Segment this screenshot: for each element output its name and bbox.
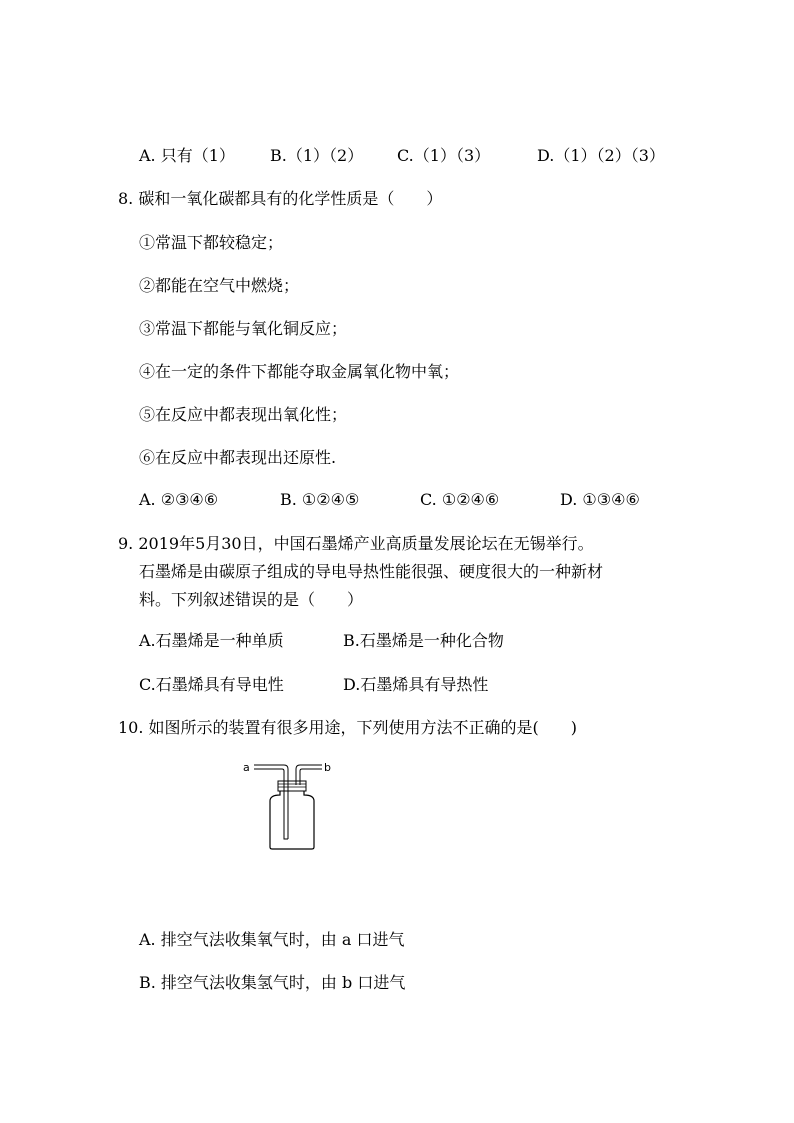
bottle [270, 791, 314, 849]
q8-statement-6: ⑥在反应中都表现出还原性. [139, 448, 337, 467]
q8-stem: 8. 碳和一氧化碳都具有的化学性质是（ ） [118, 189, 443, 208]
stopper [278, 781, 306, 791]
q8-option-a: A. ②③④⑥ [139, 490, 219, 509]
q7-option-d: D.（1）（2）（3） [537, 146, 665, 165]
q9-stem-line-3: 料。下列叙述错误的是（ ） [139, 590, 364, 609]
q9-option-d: D.石墨烯具有导热性 [343, 675, 489, 694]
q8-statement-1: ①常温下都较稳定； [139, 233, 284, 252]
q9-option-c: C.石墨烯具有导电性 [139, 675, 284, 694]
q8-option-c: C. ①②④⑥ [420, 490, 500, 509]
q8-statement-5: ⑤在反应中都表现出氧化性； [139, 405, 348, 424]
q8-option-b: B. ①②④⑤ [280, 490, 360, 509]
q9-option-a: A.石墨烯是一种单质 [139, 631, 284, 650]
q9-option-b: B.石墨烯是一种化合物 [343, 631, 504, 650]
q8-option-d: D. ①③④⑥ [560, 490, 640, 509]
q10-option-b: B. 排空气法收集氢气时，由 b 口进气 [139, 973, 406, 992]
long-tube [254, 765, 288, 839]
q8-statement-4: ④在一定的条件下都能夺取金属氧化物中氧； [139, 362, 460, 381]
q8-statement-2: ②都能在空气中燃烧； [139, 276, 300, 295]
diagram-label-b: b [324, 761, 331, 774]
q7-option-a: A. 只有（1） [139, 146, 235, 165]
q8-statement-3: ③常温下都能与氧化铜反应； [139, 319, 348, 338]
q7-option-b: B.（1）（2） [270, 146, 364, 165]
q9-stem-line-2: 石墨烯是由碳原子组成的导电导热性能很强、硬度很大的一种新材 [139, 562, 604, 581]
q7-option-c: C.（1）（3） [397, 146, 491, 165]
diagram-label-a: a [243, 761, 250, 774]
q10-option-a: A. 排空气法收集氧气时，由 a 口进气 [139, 930, 405, 949]
gas-washing-bottle-diagram [240, 755, 340, 855]
q9-stem-line-1: 9. 2019年5月30日，中国石墨烯产业高质量发展论坛在无锡举行。 [118, 534, 594, 553]
q10-stem: 10. 如图所示的装置有很多用途，下列使用方法不正确的是( ) [118, 718, 578, 737]
